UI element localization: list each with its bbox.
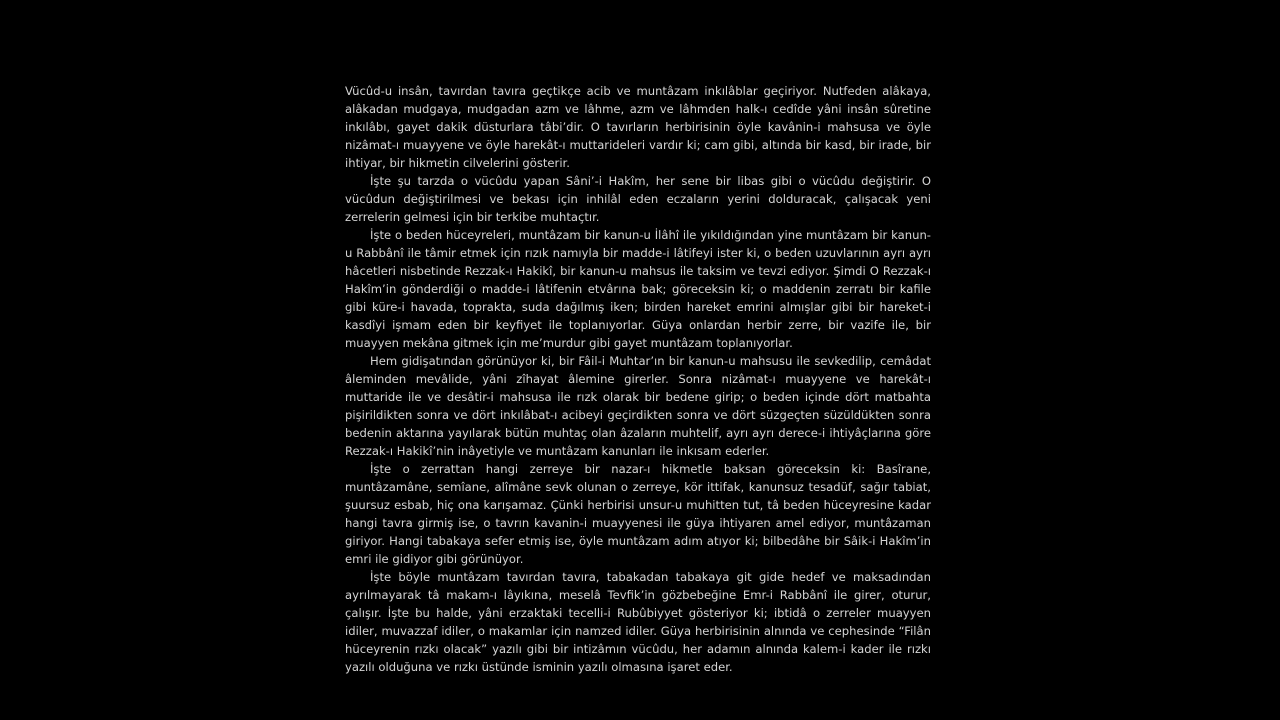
paragraph-2: İşte şu tarzda o vücûdu yapan Sâni’-i Hakîm, her sene bir libas gibi o vücûdu değiştirir. O vücûdun değiştirilmesi ve bekası için inhilâl eden eczaların yerini dolduracak, çalışacak yeni zerrelerin gelmesi için bir terkibe muhtaçtır. bbox=[345, 174, 931, 224]
paragraph-3: İşte o beden hüceyreleri, muntâzam bir kanun-u İlâhî ile yıkıldığından yine muntâzam bir kanun-u Rabbânî ile tâmir etmek için rızık namıyla bir madde-i lâtifeyi ister ki, o beden uzuvlarının ayrı ayrı hâcetleri nisbetinde Rezzak-ı Hakikî, bir kanun-u mahsus ile taksim ve tevzi ediyor. Şimdi O Rezzak-ı Hakîm’in gönderdiği o madde-i lâtifenin etvârına bak; göreceksin ki; o maddenin zerratı bir kafile gibi küre-i havada, toprakta, suda dağılmış iken; birden hareket emrini almışlar gibi bir hareket-i kasdîyi işmam eden bir keyfiyet ile toplanıyorlar. Güya onlardan herbir zerre, bir vazife ile, bir muayyen mekâna gitmek için me’murdur gibi gayet muntâzam toplanıyorlar. bbox=[345, 228, 931, 350]
paragraph-6: İşte böyle muntâzam tavırdan tavıra, tabakadan tabakaya git gide hedef ve maksadından ayrılmayarak tâ makam-ı lâyıkına, meselâ Tevfik’in gözbebeğine Emr-i Rabbânî ile girer, oturur, çalışır. İşte bu halde, yâni erzaktaki tecelli-i Rubûbiyyet gösteriyor ki; ibtidâ o zerreler muayyen idiler, muvazzaf idiler, o makamlar için namzed idiler. Güya herbirisinin alnında ve cephesinde “Filân hüceyrenin rızkı olacak” yazılı gibi bir intizâmın vücûdu, her adamın alnında kalem-i kader ile rızkı yazılı olduğuna ve rızkı üstünde isminin yazılı olmasına işaret eder. bbox=[345, 570, 931, 674]
paragraph-1: Vücûd-u insân, tavırdan tavıra geçtikçe acib ve muntâzam inkılâblar geçiriyor. Nutfeden alâkaya, alâkadan mudgaya, mudgadan azm ve lâhme, azm ve lâhmden halk-ı cedîde yâni insân sûretine inkılâbı, gayet dakik düsturlara tâbi’dir. O tavırların herbirisinin öyle kavânin-i mahsusa ve öyle nizâmat-ı muayyene ve öyle harekât-ı muttarideleri vardır ki; cam gibi, altında bir kasd, bir irade, bir ihtiyar, bir hikmetin cilvelerini gösterir. bbox=[345, 84, 931, 170]
paragraph-5: İşte o zerrattan hangi zerreye bir nazar-ı hikmetle baksan göreceksin ki: Basîrane, muntâzamâne, semîane, alîmâne sevk olunan o zerreye, kör ittifak, kanunsuz tesadüf, sağır tabiat, şuursuz esbab, hiç ona karışamaz. Çünki herbirisi unsur-u muhitten tut, tâ beden hüceyresine kadar hangi tavra girmiş ise, o tavrın kavanin-i muayyenesi ile güya ihtiyaren amel ediyor, muntâzaman giriyor. Hangi tabakaya sefer etmiş ise, öyle muntâzam adım atıyor ki; bilbedâhe bir Sâik-i Hakîm’in emri ile gidiyor gibi görünüyor. bbox=[345, 462, 931, 566]
paragraph-4: Hem gidişatından görünüyor ki, bir Fâil-i Muhtar’ın bir kanun-u mahsusu ile sevkedilip, cemâdat âleminden mevâlide, yâni zîhayat âlemine girerler. Sonra nizâmat-ı muayyene ve harekât-ı muttaride ile ve desâtir-i mahsusa ile rızk olarak bir bedene girip; o beden içinde dört matbahta pişirildikten sonra ve dört inkılâbat-ı acibeyi geçirdikten sonra ve dört süzgeçten süzüldükten sonra bedenin aktarına yayılarak bütün muhtaç olan âzaların muhtelif, ayrı ayrı derece-i ihtiyâçlarına göre Rezzak-ı Hakikî’nin inâyetiyle ve muntâzam kanunları ile inkısam ederler. bbox=[345, 354, 931, 458]
document-page bbox=[345, 82, 931, 676]
